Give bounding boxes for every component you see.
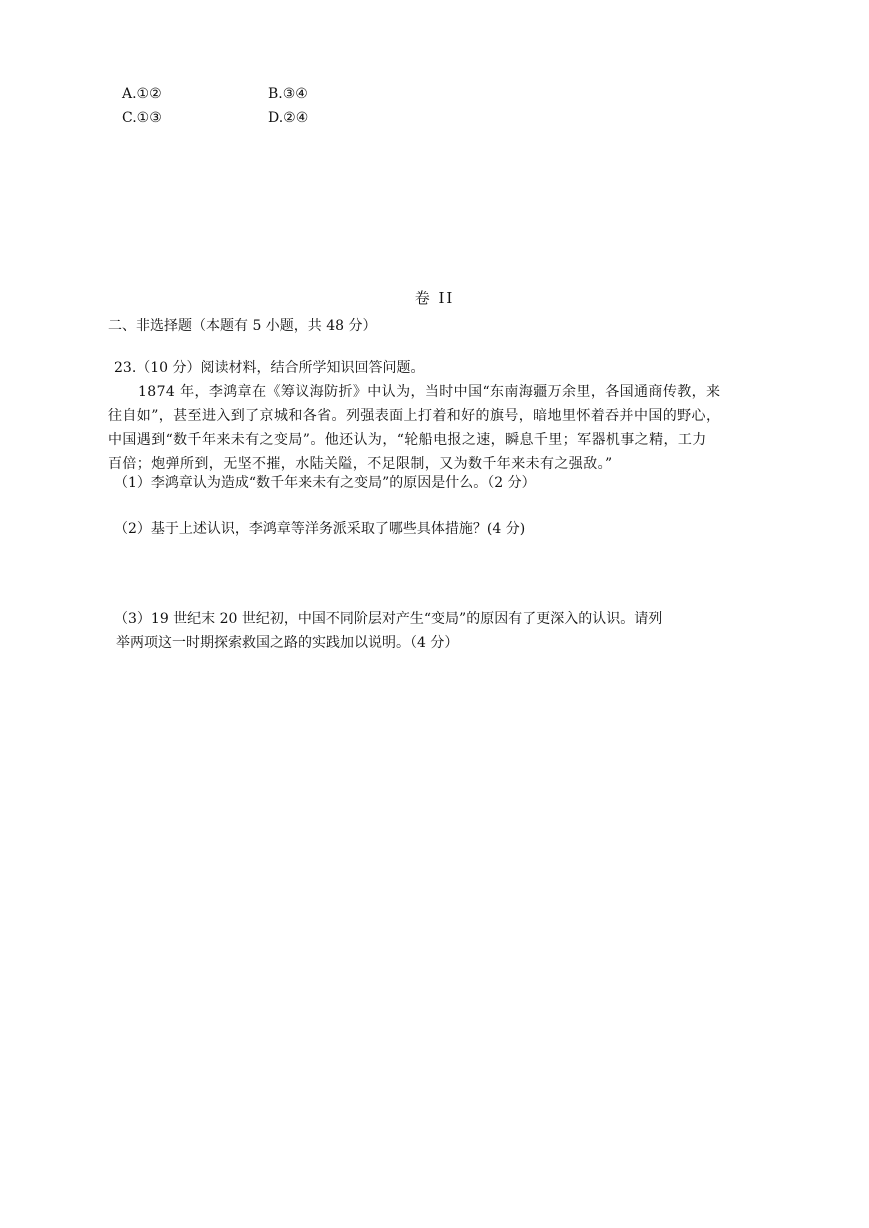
sub-question-3-line: 举两项这一时期探索救国之路的实践加以说明。（4 分） (116, 635, 459, 651)
option-d: D.②④ (268, 110, 309, 126)
passage-line: 1874 年，李鸿章在《筹议海防折》中认为，当时中国“东南海疆万余里，各国通商传教，来 (138, 384, 721, 400)
section-heading: 二、非选择题（本题有 5 小题，共 48 分） (108, 318, 377, 334)
option-b: B.③④ (268, 86, 308, 102)
option-c: C.①③ (122, 110, 162, 126)
passage-line: 中国遇到“数千年来未有之变局”。他还认为，“轮船电报之速，瞬息千里；军器机事之精，工力 (108, 432, 707, 448)
option-a: A.①② (122, 86, 162, 102)
passage-line: 往自如”，甚至进入到了京城和各省。列强表面上打着和好的旗号，暗地里怀着吞并中国的野心， (108, 408, 721, 424)
sub-question-2: （2）基于上述认识，李鸿章等洋务派采取了哪些具体措施？(4 分) (114, 521, 526, 537)
question-header: 23.（10 分）阅读材料，结合所学知识回答问题。 (114, 360, 425, 376)
sub-question-1: （1）李鸿章认为造成“数千年来未有之变局”的原因是什么。（2 分） (114, 475, 536, 491)
volume-title: 卷 II (414, 289, 455, 307)
passage-line: 百倍；炮弹所到，无坚不摧，水陆关隘，不足限制，又为数千年来未有之强敌。” (108, 456, 613, 472)
sub-question-3-line: （3）19 世纪末 20 世纪初，中国不同阶层对产生“变局”的原因有了更深入的认识。请列 (114, 611, 663, 627)
